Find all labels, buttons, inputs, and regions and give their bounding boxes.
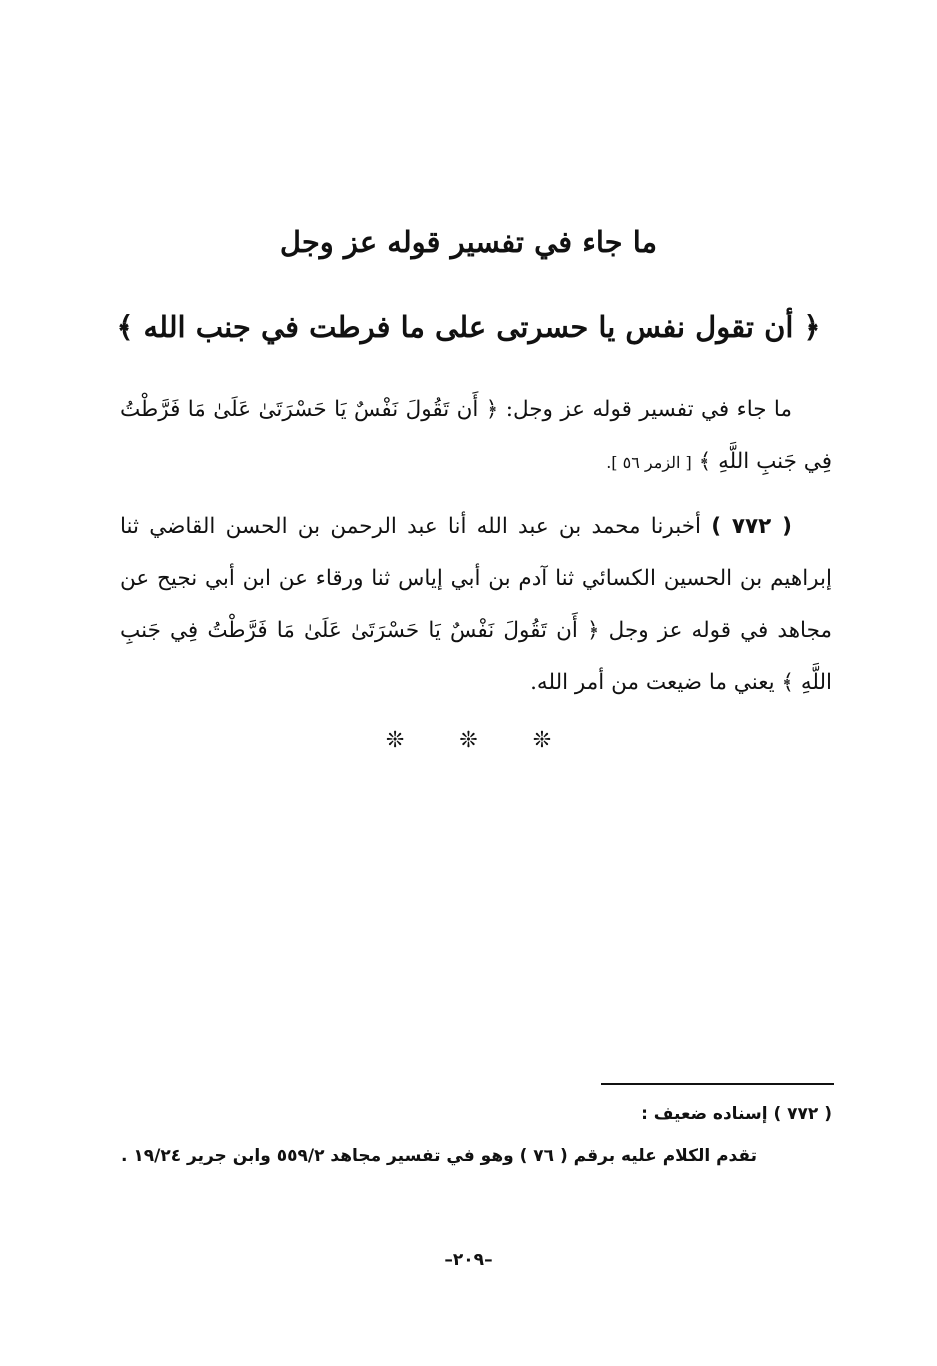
asterism-icon: ❊ xyxy=(385,728,405,753)
chapter-title: ما جاء في تفسير قوله عز وجل xyxy=(279,225,658,259)
section-separator xyxy=(0,728,937,753)
footnote-heading: ( ٧٧٢ ) إسناده ضعيف : xyxy=(641,1104,832,1124)
page-number: –٢٠٩– xyxy=(444,1250,493,1270)
main-text xyxy=(120,384,832,709)
asterism-icon: ❊ xyxy=(532,728,552,753)
asterism-icon: ❊ xyxy=(459,728,478,753)
hadith-paragraph xyxy=(120,501,832,709)
chapter-verse-title: ﴿ أن تقول نفس يا حسرتى على ما فرطت في جنب الله ﴾ xyxy=(116,310,821,344)
intro-text: ما جاء في تفسير قوله عز وجل: ﴿ أَن تَقُولَ نَفْسٌ يَا حَسْرَتَىٰ عَلَىٰ مَا فَرَّطْتُ فِي جَنبِ اللَّهِ ﴾ xyxy=(120,397,832,474)
footnote-text: تقدم الكلام عليه برقم ( ٧٦ ) وهو في تفسير مجاهد ٥٥٩/٢ وابن جرير ١٩/٢٤ . xyxy=(121,1146,757,1166)
hadith-number: ( ٧٧٢ ) xyxy=(711,514,793,539)
surah-reference: [ الزمر ٥٦ ]. xyxy=(606,453,692,472)
intro-paragraph xyxy=(120,384,832,489)
hadith-text: أخبرنا محمد بن عبد الله أنا عبد الرحمن بن الحسن القاضي ثنا إبراهيم بن الحسين الكسائي ثنا آدم بن أبي إياس ثنا ورقاء عن ابن أبي نجيح عن مجاهد في قوله عز وجل ﴿ أَن تَقُولَ نَفْسٌ يَا حَسْرَتَىٰ عَلَىٰ مَا فَرَّطْتُ فِي جَنبِ اللَّهِ ﴾ يعني ما ضيعت من أمر الله. xyxy=(120,514,832,695)
footnote-divider xyxy=(601,1083,834,1085)
